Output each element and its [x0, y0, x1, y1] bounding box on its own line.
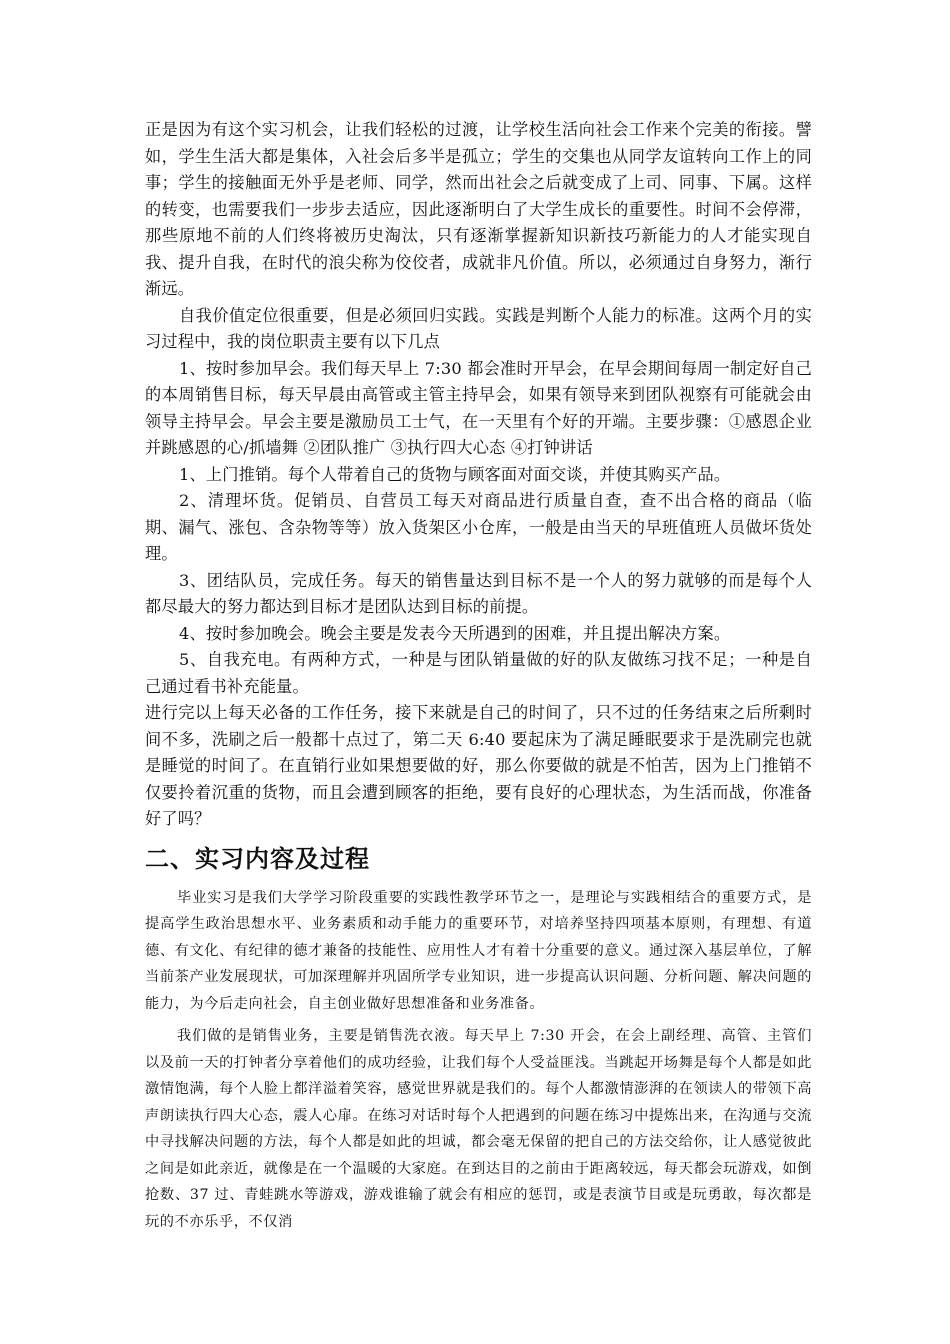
- section-internship-reflection: [145, 117, 812, 833]
- body-paragraph: 自我价值定位很重要，但是必须回归实践。实践是判断个人能力的标准。这两个月的实习过程中，我的岗位职责主要有以下几点: [145, 305, 812, 351]
- body-paragraph: 毕业实习是我们大学学习阶段重要的实践性教学环节之一，是理论与实践相结合的重要方式，是提高学生政治思想水平、业务素质和动手能力的重要环节，对培养坚持四项基本原则，有理想、有道德、有文化、有纪律的德才兼备的技能性、应用性人才有着十分重要的意义。通过深入基层单位，了解当前茶产业发展现状，可加深理解并巩固所学专业知识，进一步提高认识问题、分析问题、解决问题的能力，为今后走向社会，自主创业做好思想准备和业务准备。: [145, 889, 812, 1012]
- duty-item-clear-bad-goods: 2、清理坏货。促销员、自营员工每天对商品进行质量自查，查不出合格的商品（临期、漏气、涨包、含杂物等等）放入货架区小仓库，一般是由当天的早班值班人员做坏货处理。: [145, 491, 812, 563]
- duty-item-self-improvement: 5、自我充电。有两种方式，一种是与团队销量做的好的队友做练习找不足；一种是自己通过看书补充能量。: [145, 650, 812, 696]
- duty-item-door-to-door-sales: 1、上门推销。每个人带着自己的货物与顾客面对面交谈，并使其购买产品。: [179, 464, 731, 484]
- section-internship-content: [145, 885, 812, 1236]
- section-heading: 二、实习内容及过程: [145, 844, 370, 873]
- body-paragraph: 进行完以上每天必备的工作任务，接下来就是自己的时间了，只不过的任务结束之后所剩时间不多，洗刷之后一般都十点过了，第二天 6:40 要起床为了满足睡眠要求于是洗刷完也就是睡觉的时间了。在直销行业如果想要做的好，那么你要做的就是不怕苦，因为上门推销不仅要拎着沉重的货物，而且会遭到顾客的拒绝，要有良好的心理状态，为生活而战，你准备好了吗？: [145, 703, 812, 828]
- duty-item-teamwork: 3、团结队员，完成任务。每天的销售量达到目标不是一个人的努力就够的而是每个人都尽最大的努力都达到目标才是团队达到目标的前提。: [145, 570, 812, 616]
- duty-item-morning-meeting: 1、按时参加早会。我们每天早上 7:30 都会准时开早会，在早会期间每周一制定好自己的本周销售目标，每天早晨由高管或主管主持早会，如果有领导来到团队视察有可能就会由领导主持早会。早会主要是激励员工士气，在一天里有个好的开端。主要步骤：①感恩企业并跳感恩的心/抓墙舞 ②团队推广 ③执行四大心态 ④打钟讲话: [145, 358, 812, 457]
- duty-item-evening-meeting: 4、按时参加晚会。晚会主要是发表今天所遇到的困难，并且提出解决方案。: [179, 623, 731, 643]
- body-paragraph: 我们做的是销售业务，主要是销售洗衣液。每天早上 7:30 开会，在会上副经理、高管、主管们以及前一天的打钟者分享着他们的成功经验，让我们每个人受益匪浅。当跳起开场舞是每个人都是如此激情饱满，每个人脸上都洋溢着笑容，感觉世界就是我们的。每个人都激情澎湃的在领读人的带领下高声朗读执行四大心态，震人心扉。在练习对话时每个人把遇到的问题在练习中提炼出来，在沟通与交流中寻找解决问题的方法，每个人都是如此的坦诚，都会毫无保留的把自己的方法交给你，让人感觉彼此之间是如此亲近，就像是在一个温暖的大家庭。在到达目的之前由于距离较远，每天都会玩游戏，如倒抢数、37 过、青蛙跳水等游戏，游戏谁输了就会有相应的惩罚，或是表演节目或是玩勇敢，每次都是玩的不亦乐乎，不仅消: [145, 1028, 812, 1230]
- body-paragraph: 正是因为有这个实习机会，让我们轻松的过渡，让学校生活向社会工作来个完美的衔接。譬如，学生生活大都是集体，入社会后多半是孤立；学生的交集也从同学友谊转向工作上的同事；学生的接触面无外乎是老师、同学，然而出社会之后就变成了上司、同事、下属。这样的转变，也需要我们一步步去适应，因此逐渐明白了大学生成长的重要性。时间不会停滞，那些原地不前的人们终将被历史淘汰，只有逐渐掌握新知识新技巧新能力的人才能实现自我、提升自我，在时代的浪尖称为佼佼者，成就非凡价值。所以，必须通过自身努力，渐行渐远。: [145, 120, 812, 298]
